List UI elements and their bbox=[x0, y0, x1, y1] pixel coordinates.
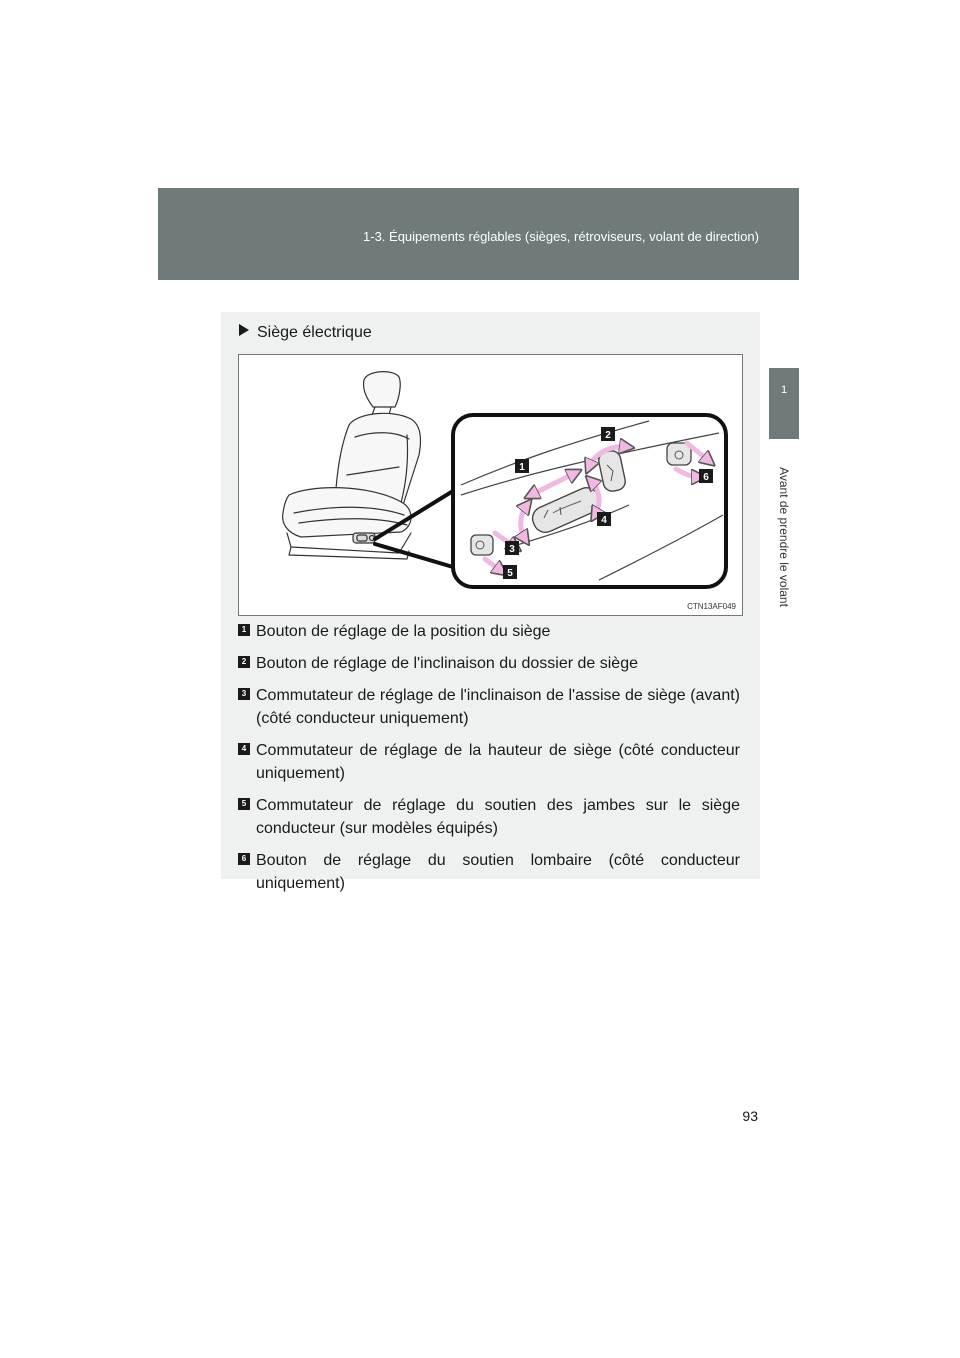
item-number-badge: 5 bbox=[238, 798, 250, 810]
item-number-badge: 1 bbox=[238, 624, 250, 636]
seat-diagram bbox=[239, 355, 742, 615]
chapter-title: Avant de prendre le volant bbox=[777, 466, 791, 607]
header-band bbox=[158, 188, 799, 280]
item-text: Commutateur de réglage du soutien des jambes sur le siège conducteur (sur modèles équipés) bbox=[256, 797, 740, 837]
item-number-badge: 4 bbox=[238, 743, 250, 755]
list-item bbox=[238, 620, 740, 643]
heading-text: Siège électrique bbox=[257, 324, 372, 341]
seat-illustration bbox=[238, 354, 743, 616]
svg-text:2: 2 bbox=[605, 430, 611, 441]
item-text: Bouton de réglage de l'inclinaison du dossier de siège bbox=[256, 655, 638, 672]
chapter-tab bbox=[769, 368, 799, 439]
list-item bbox=[238, 739, 740, 785]
callout-label-1 bbox=[515, 459, 529, 473]
item-number-badge: 2 bbox=[238, 656, 250, 668]
list-item bbox=[238, 652, 740, 675]
callout-label-5 bbox=[503, 565, 517, 579]
triangle-bullet-icon bbox=[239, 324, 249, 336]
svg-text:5: 5 bbox=[507, 568, 513, 579]
zoom-panel bbox=[453, 415, 726, 587]
list-item bbox=[238, 849, 740, 895]
svg-text:1: 1 bbox=[519, 462, 525, 473]
legend-list bbox=[238, 620, 740, 904]
svg-text:3: 3 bbox=[509, 544, 515, 555]
callout-label-6 bbox=[699, 469, 713, 483]
seat-drawing bbox=[283, 372, 421, 559]
item-number-badge: 6 bbox=[238, 853, 250, 865]
item-number-badge: 3 bbox=[238, 688, 250, 700]
list-item bbox=[238, 794, 740, 840]
figure-code: CTN13AF049 bbox=[687, 602, 736, 611]
content-panel bbox=[221, 312, 760, 892]
chapter-label bbox=[777, 444, 791, 629]
callout-label-3 bbox=[505, 541, 519, 555]
section-title: 1-3. Équipements réglables (sièges, rétroviseurs, volant de direction) bbox=[363, 229, 759, 244]
item-text: Commutateur de réglage de l'inclinaison de l'assise de siège (avant) (côté conducteur uniquement) bbox=[256, 687, 740, 727]
callout-label-2 bbox=[601, 427, 615, 441]
svg-text:4: 4 bbox=[601, 515, 607, 526]
item-text: Commutateur de réglage de la hauteur de siège (côté conducteur uniquement) bbox=[256, 742, 740, 782]
list-item bbox=[238, 684, 740, 730]
chapter-number: 1 bbox=[780, 384, 788, 396]
callout-label-4 bbox=[597, 512, 611, 526]
item-text: Bouton de réglage de la position du siège bbox=[256, 623, 551, 640]
svg-text:6: 6 bbox=[703, 472, 709, 483]
panel-heading bbox=[239, 324, 372, 342]
page-number: 93 bbox=[742, 1108, 758, 1124]
item-text: Bouton de réglage du soutien lombaire (côté conducteur uniquement) bbox=[256, 852, 740, 892]
